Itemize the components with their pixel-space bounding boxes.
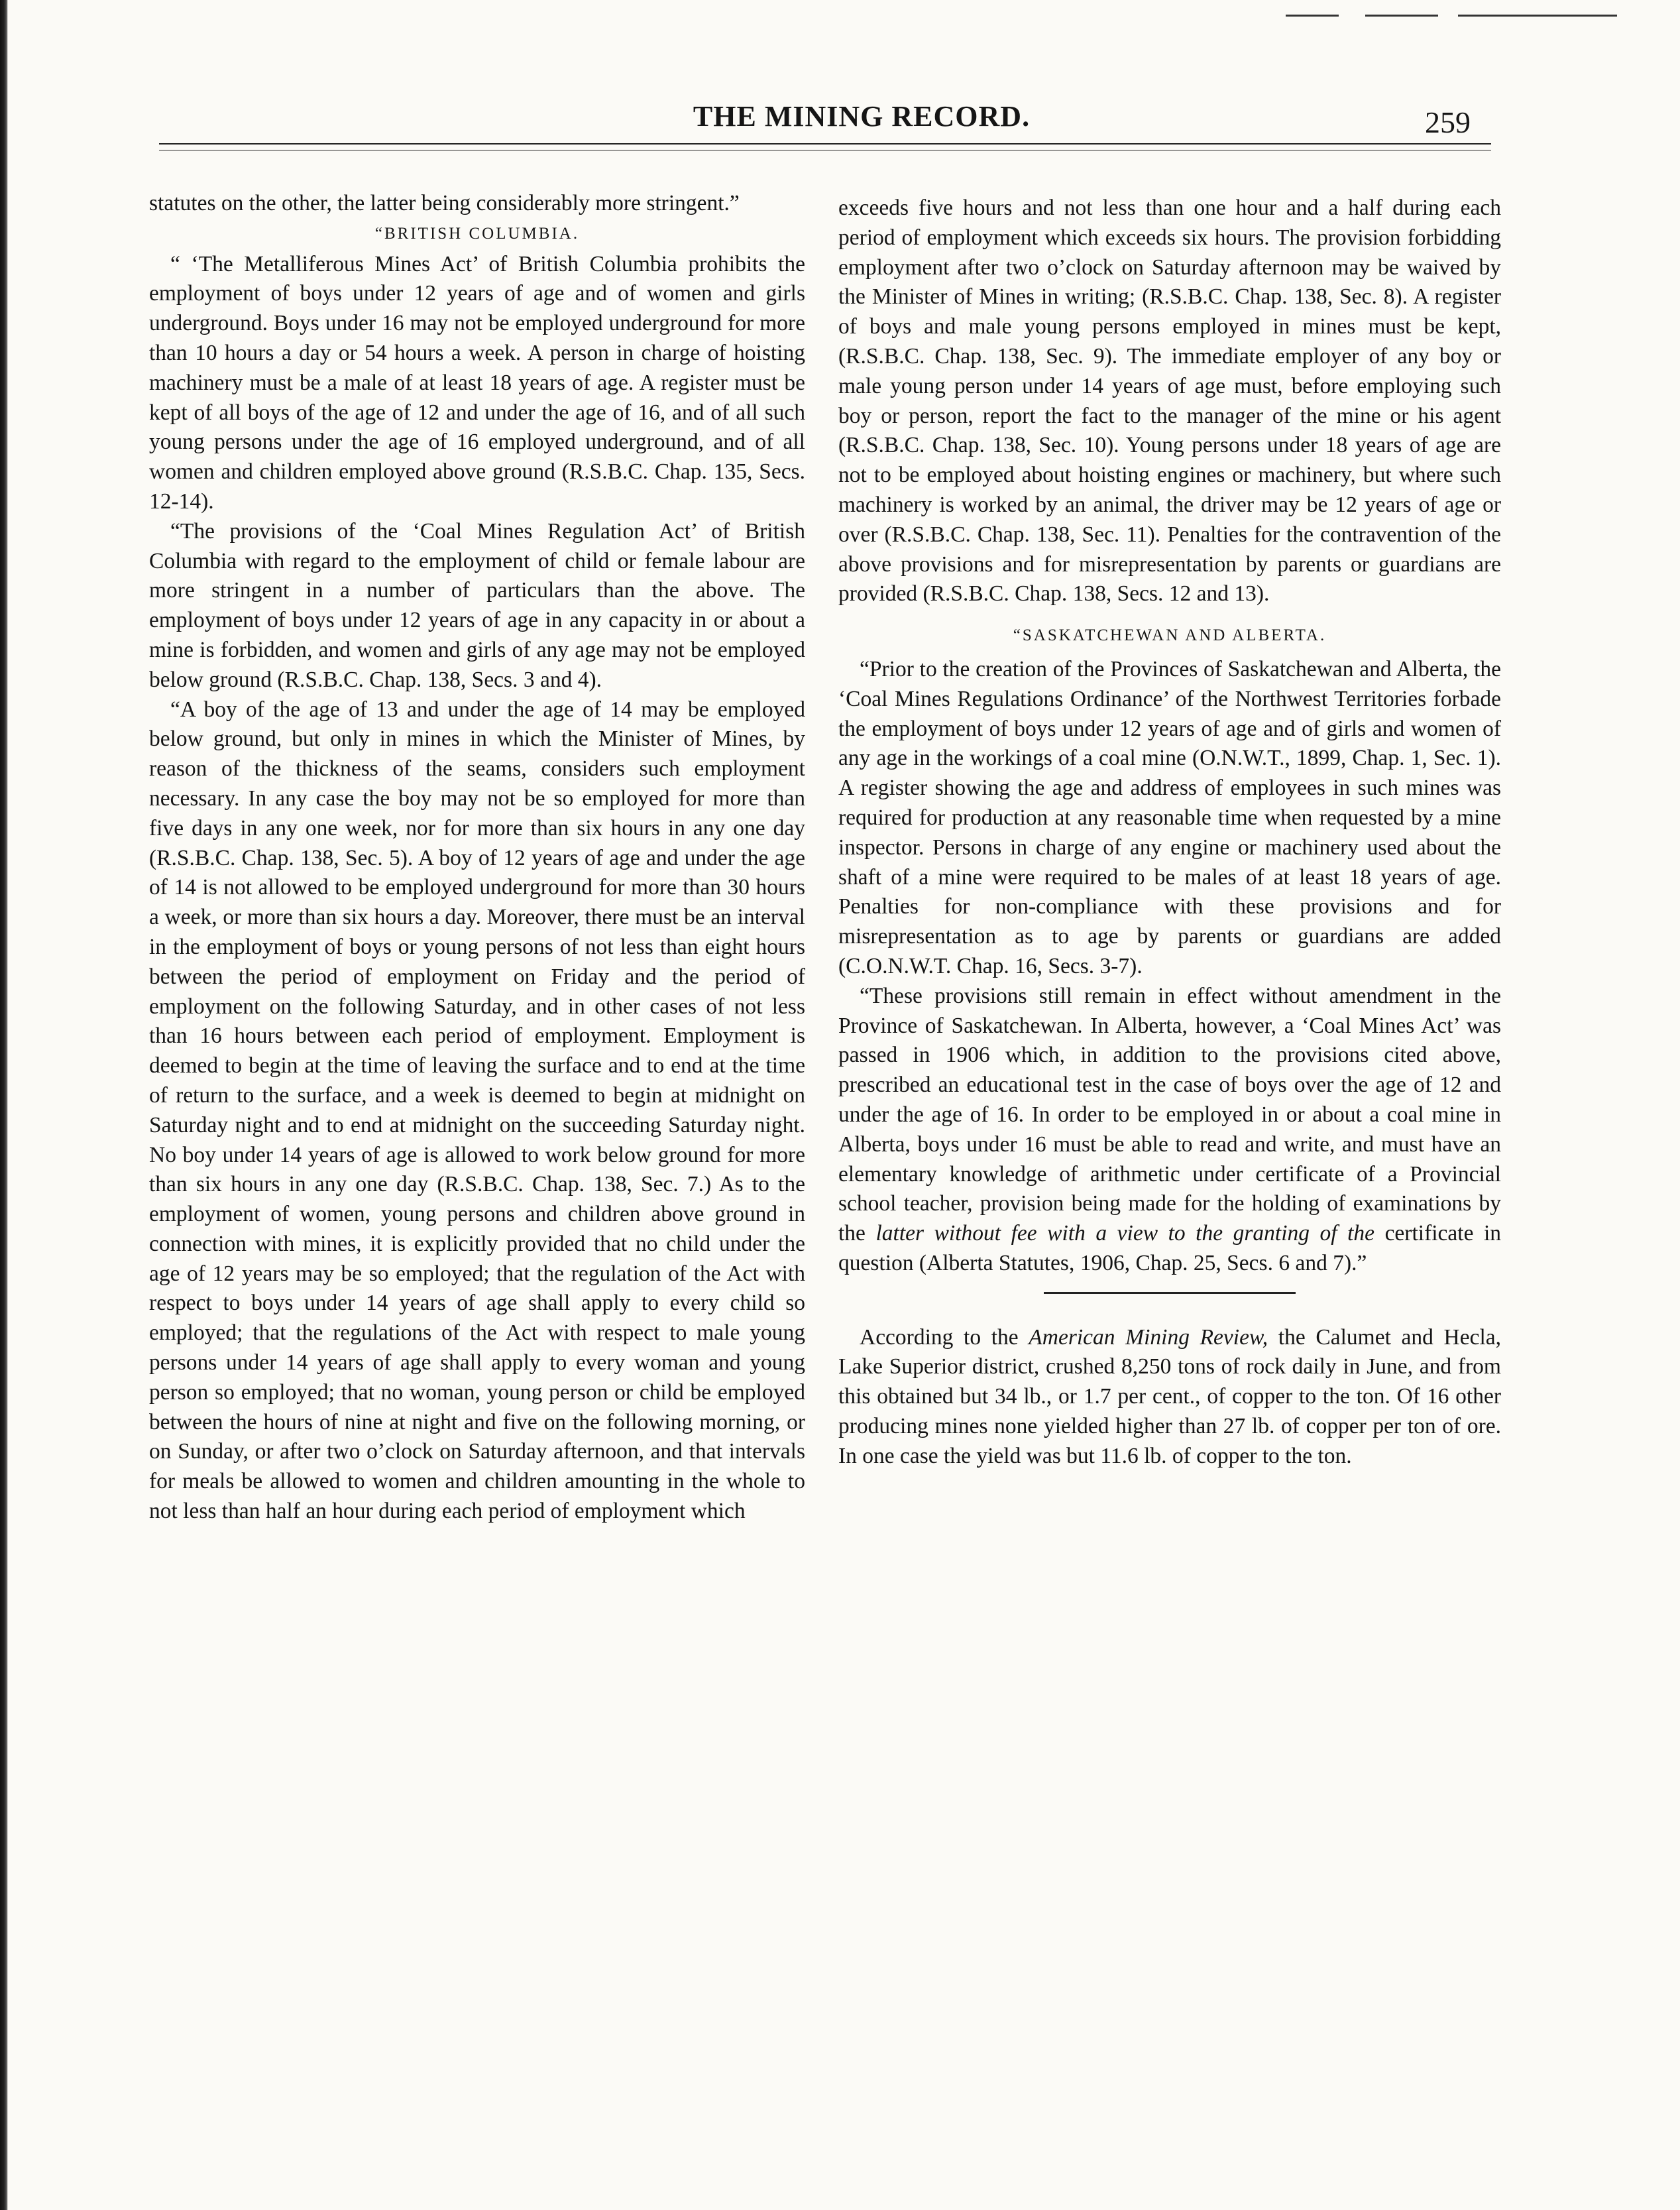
paragraph-text: “These provisions still remain in effect without amendment in the Province of Saskatchewan. In Alberta, however, a ‘Coal Mines Act’ was passed in 1906 which, in addition to the provisions cited above, prescribed an educational test in the case of boys over the age of 12 and under the age of 16. In order to be employed in or about a coal mine in Alberta, boys under 16 must be able to read and write, and must have an elementary knowledge of arithmetic under certificate of a Provincial school teacher, provision being made for the holding of examinations by the (838, 983, 1501, 1246)
section-heading-saskatchewan-alberta: “SASKATCHEWAN AND ALBERTA. (1013, 626, 1327, 645)
paragraph-text: certificate in question (Alberta Statutes, 1906, Chap. 25, Secs. 6 and 7).” (838, 1221, 1502, 1275)
italic-text: latter without fee with a view to the granting of the (875, 1221, 1375, 1246)
publication-title: American Mining Review, (1029, 1324, 1268, 1350)
right-column (838, 194, 1501, 1472)
paragraph: “ ‘The Metalliferous Mines Act’ of British Columbia prohibits the employment of boys under 12 years of age and of women and girls underground. Boys under 16 may not be employed underground for more than 10 hours a day or 54 hours a week. A person in charge of hoisting machinery must be a male of at least 18 years of age. A register must be kept of all boys of the age of 12 and under the age of 16, and of all such young persons under the age of 16 employed underground, and of all women and children employed above ground (R.S.B.C. Chap. 135, Secs. 12-14). (149, 251, 805, 514)
paragraph: “The provisions of the ‘Coal Mines Regulation Act’ of British Columbia with regard to the employment of child or female labour are more stringent in a number of particulars than the above. The employment of boys under 12 years of age in any capacity in or about a mine is forbidden, and women and girls of any age may not be employed below ground (R.S.B.C. Chap. 138, Secs. 3 and 4). (149, 518, 805, 692)
top-edge-mark (1458, 15, 1617, 17)
paragraph (838, 982, 1501, 1279)
paragraph-text: the Calumet and Hecla, Lake Superior district, crushed 8,250 tons of rock daily in June, and from this obtained but 34 lb., or 1.7 per cent., of copper to the ton. Of 16 other producing mines none yielded higher than 27 lb. of copper per ton of ore. In one case the yield was but 11.6 lb. of copper to the ton. (838, 1324, 1502, 1468)
paragraph: “A boy of the age of 13 and under the age of 14 may be employed below ground, but only in mines in which the Minister of Mines, by reason of the thickness of the seams, considers such employment necessary. In any case the boy may not be so employed for more than five days in any one week, nor for more than six hours in any one day (R.S.B.C. Chap. 138, Sec. 5). A boy of 12 years of age and under the age of 14 is not allowed to be employed underground for more than 30 hours a week, or more than six hours a day. Moreover, there must be an interval in the employment of boys or young persons of not less than eight hours between the period of employment on Friday and the period of employment on the following Saturday, and in other cases of not less than 16 hours between each period of employment. Employment is deemed to begin at the time of leaving the surface and to end at the time of return to the surface, and a week is deemed to begin at midnight on Saturday night and to end at midnight on the succeeding Saturday night. No boy under 14 years of age is allowed to work below ground for more than six hours in any one day (R.S.B.C. Chap. 138, Sec. 7.) As to the employment of women, young persons and children above ground in connection with mines, it is explicitly provided that no child under the age of 12 years may be so employed; that the regulation of the Act with respect to boys under 14 years of age shall apply to every child so employed; that the regulations of the Act with respect to male young persons under 14 years of age shall apply to every woman and young person so employed; that no woman, young person or child be employed between the hours of nine at night and five on the following morning, or on Sunday, or after two o’clock on Saturday afternoon, and that intervals for meals be allowed to women and children amounting in the whole to not less than half an hour during each period of employment which (149, 697, 805, 1524)
paragraph-text: According to the (860, 1324, 1019, 1350)
running-head-title: THE MINING RECORD. (693, 100, 1031, 133)
page-number: 259 (1425, 105, 1471, 139)
news-item-paragraph (838, 1323, 1501, 1472)
paragraph: “Prior to the creation of the Provinces of Saskatchewan and Alberta, the ‘Coal Mines Regulations Ordinance’ of the Northwest Territories forbade the employment of boys under 12 years of age and of girls and women of any age in the workings of a coal mine (O.N.W.T., 1899, Chap. 1, Sec. 1). A register showing the age and address of employees in such mines was required for production at any reasonable time when requested by a mine inspector. Persons in charge of any engine or machinery used about the shaft of a mine were required to be males of at least 18 years of age. Penalties for non-compliance with these provisions and for misrepresentation as to age by parents or guardians are added (C.O.N.W.T. Chap. 16, Secs. 3-7). (838, 656, 1501, 978)
top-edge-mark (1286, 15, 1339, 17)
header-rule (159, 143, 1491, 145)
section-heading-british-columbia: “BRITISH COLUMBIA. (374, 224, 580, 243)
paragraph: exceeds five hours and not less than one hour and a half during each period of employment which exceeds six hours. The provision forbidding employment after two o’clock on Saturday afternoon may be waived by the Minister of Mines in writing; (R.S.B.C. Chap. 138, Sec. 8). A register of boys and male young persons employed in mines must be kept, (R.S.B.C. Chap. 138, Sec. 9). The immediate employer of any boy or male young person under 14 years of age must, before employing such boy or person, report the fact to the manager of the mine or his agent (R.S.B.C. Chap. 138, Sec. 10). Young persons under 18 years of age are not to be employed about hoisting engines or machinery, but where such machinery is worked by an animal, the driver may be 12 years of age or over (R.S.B.C. Chap. 138, Sec. 11). Penalties for the contravention of the above provisions and for misrepresentation by parents or guardians are provided (R.S.B.C. Chap. 138, Secs. 12 and 13). (838, 196, 1501, 607)
section-divider (1044, 1292, 1296, 1294)
page-spine-shadow (0, 0, 8, 2210)
left-column (149, 189, 805, 1527)
top-edge-mark (1365, 15, 1438, 17)
paragraph: statutes on the other, the latter being considerably more stringent.” (149, 191, 740, 215)
